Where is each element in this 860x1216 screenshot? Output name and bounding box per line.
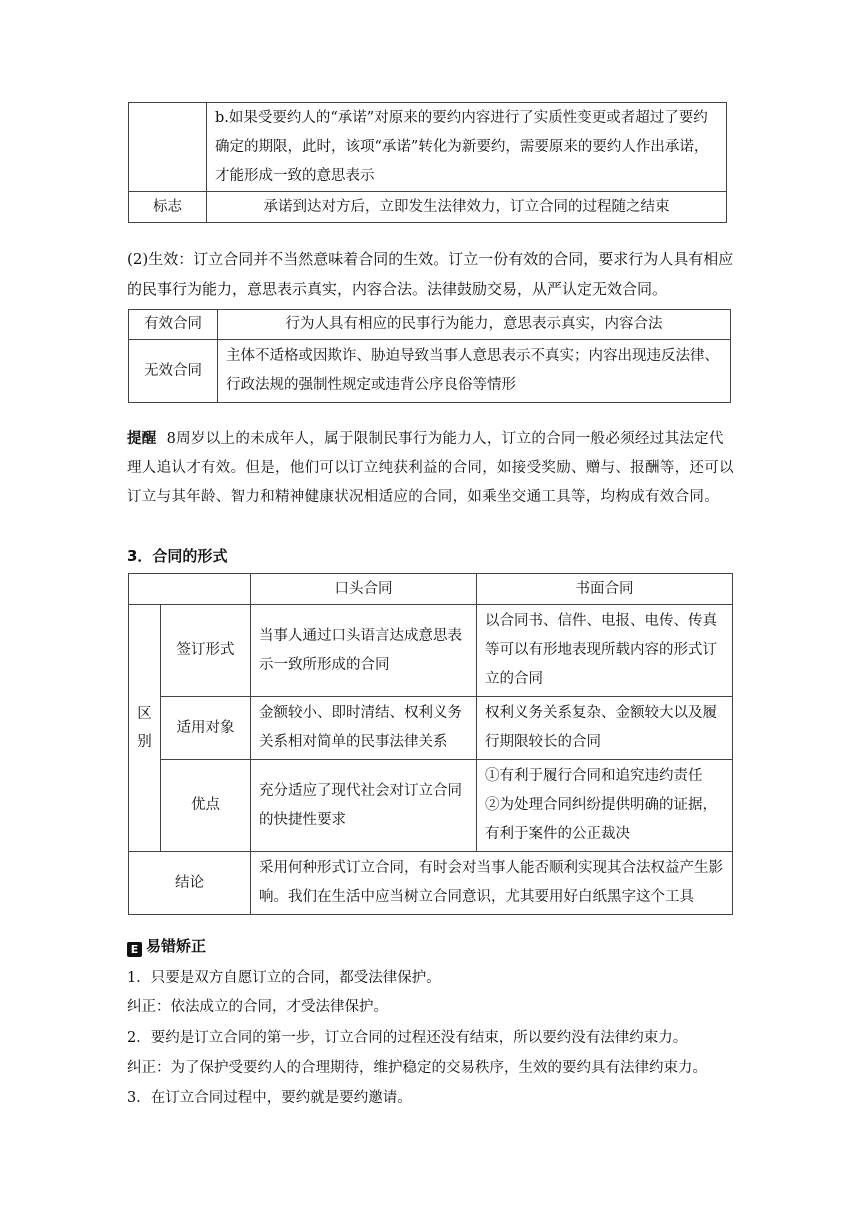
- correction-2: 纠正：为了保护受要约人的合理期待，维护稳定的交易秩序，生效的要约具有法律约束力。: [127, 1060, 707, 1076]
- valid-contract-text: 行为人具有相应的民事行为能力，意思表示真实，内容合法: [218, 310, 731, 340]
- advantage-written-2: ②为处理合同纠纷提供明确的证据，有利于案件的公正裁决: [485, 797, 717, 842]
- reminder-block: [127, 425, 737, 512]
- invalid-contract-text: 主体不适格或因欺诈、胁迫导致当事人意思表示不真实；内容出现违反法律、行政法规的强制性规定或违背公序良俗等情形: [218, 340, 731, 403]
- acceptance-b-text: b.如果受要约人的“承诺”对原来的要约内容进行了实质性变更或者超过了要约确定的期限，此时，该项“承诺”转化为新要约，需要原来的要约人作出承诺，才能形成一致的意思表示: [207, 103, 727, 192]
- advantage-label: 优点: [161, 760, 251, 852]
- acceptance-table: [128, 102, 727, 223]
- invalid-contract-label: 无效合同: [129, 340, 218, 403]
- validity-paragraph: (2)生效：订立合同并不当然意味着合同的生效。订立一份有效的合同，要求行为人具有相应的民事行为能力，意思表示真实，内容合法。法律鼓励交易，从严认定无效合同。: [127, 250, 734, 298]
- applicable-object-written: 权利义务关系复杂、金额较大以及履行期限较长的合同: [477, 697, 733, 760]
- corner-cell: [129, 574, 251, 605]
- conclusion-text: 采用何种形式订立合同，有时会对当事人能否顺利实现其合法权益产生影响。我们在生活中应当树立合同意识，尤其要用好白纸黑字这个工具: [251, 852, 733, 915]
- signing-form-written: 以合同书、信件、电报、电传、传真等可以有形地表现所载内容的形式订立的合同: [477, 605, 733, 697]
- error-correction-title: 易错矫正: [146, 937, 207, 955]
- mark-label: 标志: [129, 192, 207, 223]
- contract-form-heading: 3．合同的形式: [127, 547, 228, 565]
- signing-form-label: 签订形式: [161, 605, 251, 697]
- error-item-1: 1．只要是双方自愿订立的合同，都受法律保护。: [127, 970, 441, 986]
- error-item-3: 3．在订立合同过程中，要约就是要约邀请。: [127, 1090, 412, 1106]
- advantage-oral: 充分适应了现代社会对订立合同的快捷性要求: [251, 760, 477, 852]
- oral-contract-header: 口头合同: [251, 574, 477, 605]
- difference-label-text: 区别: [137, 706, 152, 750]
- applicable-object-label: 适用对象: [161, 697, 251, 760]
- validity-table: [128, 309, 731, 403]
- empty-cell: [129, 103, 207, 192]
- difference-label: [129, 605, 161, 852]
- contract-form-table: [128, 573, 733, 915]
- correction-1: 纠正：依法成立的合同，才受法律保护。: [127, 999, 388, 1015]
- signing-form-oral: 当事人通过口头语言达成意思表示一致所形成的合同: [251, 605, 477, 697]
- advantage-written: [477, 760, 733, 852]
- mark-text: 承诺到达对方后，立即发生法律效力，订立合同的过程随之结束: [207, 192, 727, 223]
- error-correction-heading: [127, 936, 206, 957]
- conclusion-label: 结论: [129, 852, 251, 915]
- error-correction-icon: E: [127, 942, 142, 957]
- advantage-written-1: ①有利于履行合同和追究违约责任: [485, 768, 703, 784]
- reminder-label: 提醒: [127, 431, 157, 447]
- applicable-object-oral: 金额较小、即时清结、权利义务关系相对简单的民事法律关系: [251, 697, 477, 760]
- valid-contract-label: 有效合同: [129, 310, 218, 340]
- written-contract-header: 书面合同: [477, 574, 733, 605]
- error-item-2: 2．要约是订立合同的第一步，订立合同的过程还没有结束，所以要约没有法律约束力。: [127, 1030, 688, 1046]
- reminder-text: 8周岁以上的未成年人，属于限制民事行为能力人，订立的合同一般必须经过其法定代理人追认才有效。但是，他们可以订立纯获利益的合同，如接受奖励、赠与、报酬等，还可以订立与其年龄、智力和精神健康状况相适应的合同，如乘坐交通工具等，均构成有效合同。: [127, 431, 734, 505]
